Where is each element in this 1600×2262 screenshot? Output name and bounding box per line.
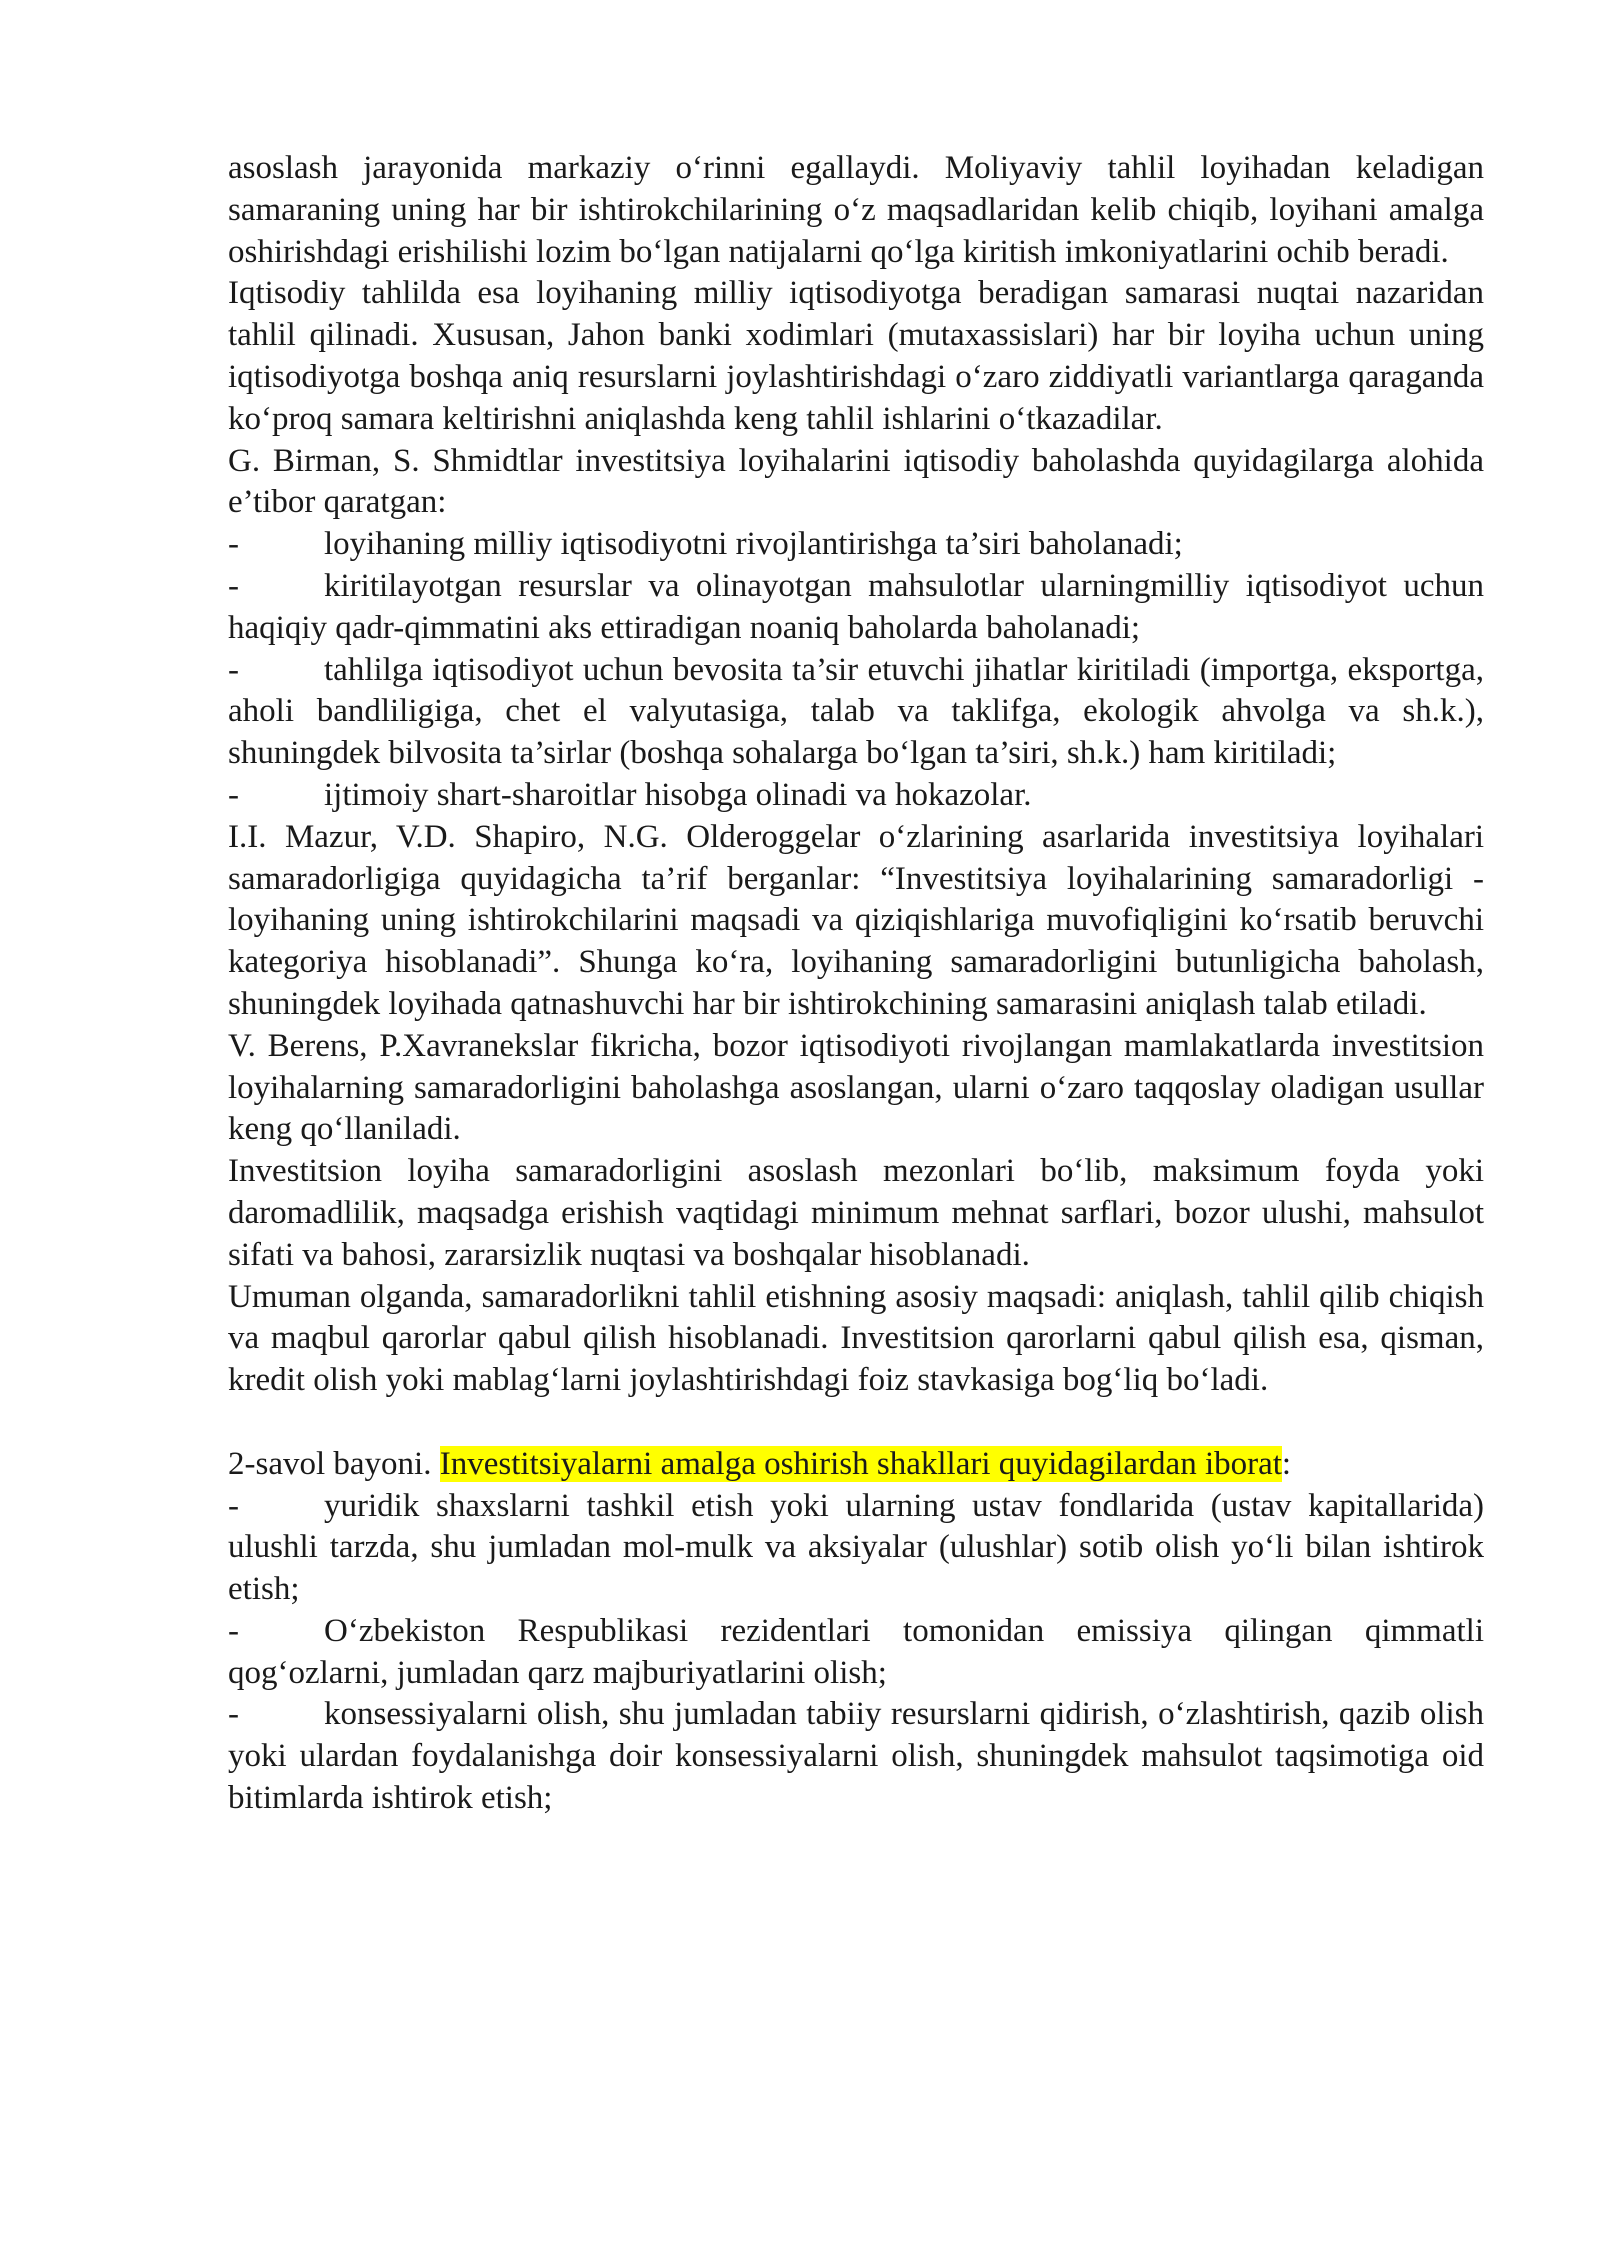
list-item (228, 1486, 1484, 1611)
heading-prefix: 2-savol bayoni. (228, 1445, 440, 1482)
paragraph: Umuman olganda, samaradorlikni tahlil etishning asosiy maqsadi: aniqlash, tahlil qilib chiqish va maqbul qarorlar qabul qilish hisoblanadi. Investitsion qarorlarni qabul qilish esa, qisman, kredit olish yoki mablag‘larni joylashtirishdagi foiz stavkasiga bog‘liq bo‘ladi. (228, 1278, 1484, 1399)
paragraph: Iqtisodiy tahlilda esa loyihaning milliy iqtisodiyotga beradigan samarasi nuqtai nazaridan tahlil qilinadi. Xususan, Jahon banki xodimlari (mutaxassislari) har bir loyiha uchun uning iqtisodiyotga boshqa aniq resurslarni joylashtirishdagi o‘zaro ziddiyatli variantlarga qaraganda ko‘proq samara keltirishni aniqlashda keng tahlil ishlarini o‘tkazadilar. (228, 275, 1484, 437)
list-item (228, 524, 1484, 566)
list-item-text: O‘zbekiston Respublikasi rezidentlari tomonidan emissiya qilingan qimmatli qog‘ozlarni, jumladan qarz majburiyatlarini olish; (228, 1612, 1484, 1691)
paragraph: G. Birman, S. Shmidtlar investitsiya loyihalarini iqtisodiy baholashda quyidagilarga alohida e’tibor qaratgan: (228, 442, 1484, 521)
list-item (228, 775, 1484, 817)
list-dash: - (228, 651, 239, 688)
list-dash: - (228, 1612, 239, 1649)
list-item-text: ijtimoiy shart-sharoitlar hisobga olinadi va hokazolar. (324, 776, 1032, 813)
list-item-text: yuridik shaxslarni tashkil etish yoki ularning ustav fondlarida (ustav kapitallarida) ulushli tarzda, shu jumladan mol-mulk va aksiyalar (ulushlar) sotib olish yo‘li bilan ishtirok etish; (228, 1487, 1484, 1608)
heading-suffix: : (1281, 1445, 1292, 1482)
document-page (228, 148, 1484, 1820)
list-item (228, 1694, 1484, 1819)
list-item-text: tahlilga iqtisodiyot uchun bevosita ta’sir etuvchi jihatlar kiritiladi (importga, eksportga, aholi bandliligiga, chet el valyutasiga, talab va taklifga, ekologik ahvolga va sh.k.), shuningdek bilvosita ta’sirlar (boshqa sohalarga bo‘lgan ta’siri, sh.k.) ham kiritiladi; (228, 651, 1484, 772)
list-dash: - (228, 776, 239, 813)
list-item (228, 566, 1484, 650)
list-dash: - (228, 526, 239, 563)
paragraph: asoslash jarayonida markaziy o‘rinni egallaydi. Moliyaviy tahlil loyihadan keladigan samaraning uning har bir ishtirokchilarining o‘z maqsadlaridan kelib chiqib, loyihani amalga oshirishdagi erishilishi lozim bo‘lgan natijalarni qo‘lga kiritish imkoniyatlarini ochib beradi. (228, 150, 1484, 270)
list-item-text: kiritilayotgan resurslar va olinayotgan mahsulotlar ularningmilliy iqtisodiyot uchun haqiqiy qadr-qimmatini aks ettiradigan noaniq baholarda baholanadi; (228, 567, 1484, 646)
list-dash: - (228, 1696, 239, 1733)
highlighted-text: Investitsiyalarni amalga oshirish shakllari quyidagilardan iborat (439, 1445, 1282, 1482)
section-heading (228, 1444, 1484, 1486)
list-item-text: konsessiyalarni olish, shu jumladan tabiiy resurslarni qidirish, o‘zlashtirish, qazib olish yoki ulardan foydalanishga doir konsessiyalarni olish, shuningdek mahsulot taqsimotiga oid bitimlarda ishtirok etish; (228, 1696, 1484, 1817)
list-item-text: loyihaning milliy iqtisodiyotni rivojlantirishga ta’siri baholanadi; (324, 526, 1183, 563)
paragraph: I.I. Mazur, V.D. Shapiro, N.G. Olderoggelar o‘zlarining asarlarida investitsiya loyihalari samaradorligiga quyidagicha ta’rif berganlar: “Investitsiya loyihalarining samaradorligi - loyihaning uning ishtirokchilarini maqsadi va qiziqishlariga muvofiqligini ko‘rsatib beruvchi kategoriya hisoblanadi”. Shunga ko‘ra, loyihaning samaradorligini butunligicha baholash, shuningdek loyihada qatnashuvchi har bir ishtirokchining samarasini aniqlash talab etiladi. (228, 818, 1484, 1022)
list-dash: - (228, 567, 239, 604)
paragraph: V. Berens, P.Xavranekslar fikricha, bozor iqtisodiyoti rivojlangan mamlakatlarda investitsion loyihalarning samaradorligini baholashga asoslangan, ularni o‘zaro taqqoslay oladigan usullar keng qo‘llaniladi. (228, 1027, 1484, 1148)
list-item (228, 1611, 1484, 1695)
paragraph: Investitsion loyiha samaradorligini asoslash mezonlari bo‘lib, maksimum foyda yoki daromadlilik, maqsadga erishish vaqtidagi minimum mehnat sarflari, bozor ulushi, mahsulot sifati va bahosi, zararsizlik nuqtasi va boshqalar hisoblanadi. (228, 1153, 1484, 1273)
list-dash: - (228, 1487, 239, 1524)
list-item (228, 650, 1484, 775)
blank-line (228, 1402, 1484, 1444)
